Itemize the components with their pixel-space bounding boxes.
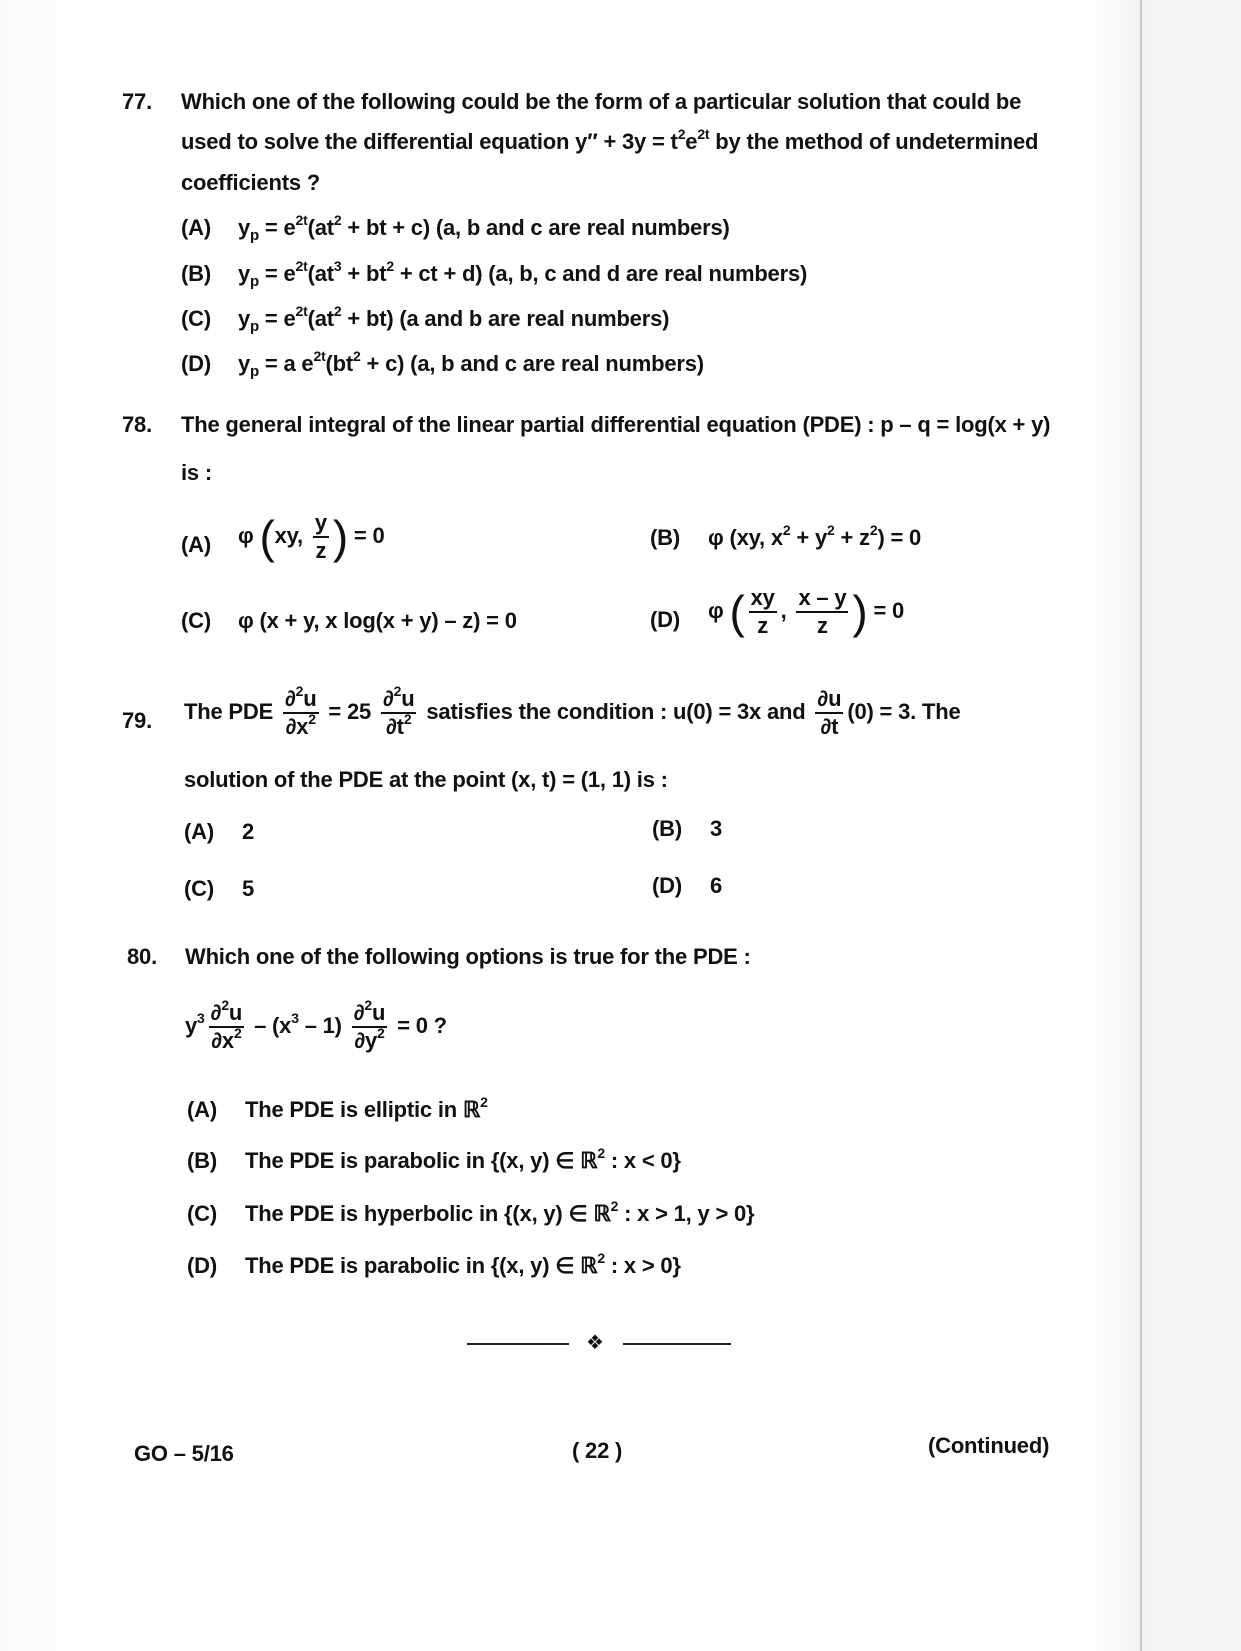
separator-diamond-icon: ❖ [586, 1332, 604, 1354]
q80-option-a: The PDE is elliptic in ℝ$^2$ [245, 1094, 488, 1122]
q77-option-a: $y_p = e^{2t}(at^2$ + bt + c) (a, b and c are real numbers) [238, 212, 730, 244]
q77-line1: Which one of the following could be the form of a particular solution that could be [181, 89, 1022, 114]
q78-line1: The general integral of the linear partial differential equation (PDE) : p – q = log(x + y) [181, 412, 1051, 437]
q78-option-a-label: (A) [181, 532, 211, 557]
q77-option-b-label: (B) [181, 261, 211, 286]
q79-option-d: 6 [710, 873, 723, 898]
q78-option-b-label: (B) [650, 525, 680, 550]
q79-option-a-label: (A) [184, 819, 214, 844]
q79-option-c-label: (C) [184, 876, 214, 901]
q77-line2: used to solve the differential equation $y'' + 3y = t^2e^{2t}$ by the method of undetermined [181, 126, 1039, 154]
separator-line-right [623, 1343, 731, 1345]
q80-option-d: The PDE is parabolic in {(x, y) ∈ ℝ$^2$ : x > 0} [245, 1250, 681, 1278]
q77-option-c-label: (C) [181, 306, 211, 331]
page-edge [1140, 0, 1142, 1651]
q80-option-b: The PDE is parabolic in {(x, y) ∈ ℝ$^2$ : x < 0} [245, 1145, 681, 1173]
q80-line1: Which one of the following options is true for the PDE : [185, 944, 751, 969]
q78-option-b: φ (xy, $x^2 + y^2 + z^2) = 0$ [708, 522, 922, 550]
q78-option-d: φ ( $\frac{xy}{z}$ , $\frac{x - y}{z}$ ) = 0 [708, 585, 905, 638]
q79-option-b-label: (B) [652, 816, 682, 841]
q79-option-d-label: (D) [652, 873, 682, 898]
q78-option-a: φ (xy, $\frac{y}{z}$ ) = 0 [238, 510, 385, 563]
q79-option-a: 2 [242, 819, 255, 844]
page-edge-shadow [1152, 0, 1241, 1651]
q80-option-a-label: (A) [187, 1097, 217, 1122]
q79-number: 79. [122, 708, 152, 733]
q77-option-d-label: (D) [181, 351, 211, 376]
q78-option-c-label: (C) [181, 608, 211, 633]
separator-line-left [467, 1343, 569, 1345]
q79-line2: solution of the PDE at the point (x, t) = (1, 1) is : [184, 767, 668, 792]
q80-option-b-label: (B) [187, 1148, 217, 1173]
footer-continued: (Continued) [928, 1433, 1050, 1458]
q77-line3: coefficients ? [181, 170, 321, 195]
q78-line2: is : [181, 460, 212, 485]
footer-code: GO – 5/16 [134, 1441, 234, 1466]
q79-line1: The PDE $\frac{\partial^2u}{\partial x^2}$ = 25 $\frac{\partial^2u}{\partial t^2}$ satisfies the condition : u(0) = 3x and $\frac{\partial u}{\partial t}$ (0) = 3. The [184, 683, 961, 739]
q77-option-d: $y_p = a$ $e^{2t}(bt^2 + c)$ (a, b and c are real numbers) [238, 348, 704, 380]
q79-option-c: 5 [242, 876, 255, 901]
q78-number: 78. [122, 412, 152, 437]
footer-page-number: ( 22 ) [572, 1438, 623, 1463]
q80-equation: $y^3$ $\frac{\partial^2u}{\partial x^2}$ – $(x^3 - 1)$ $\frac{\partial^2u}{\partial y^2}$ = 0 ? [185, 997, 447, 1053]
q80-option-c-label: (C) [187, 1201, 217, 1226]
q77-option-a-label: (A) [181, 215, 211, 240]
q80-option-d-label: (D) [187, 1253, 217, 1278]
q77-option-b: $y_p = e^{2t}(at^3 + bt^2$ + ct + d) (a, b, c and d are real numbers) [238, 258, 808, 290]
q77-option-c: $y_p = e^{2t}(at^2 + bt)$ (a and b are real numbers) [238, 303, 670, 335]
q78-option-d-label: (D) [650, 607, 680, 632]
q78-option-c: φ (x + y, x log(x + y) – z) = 0 [238, 608, 517, 633]
q77-number: 77. [122, 89, 152, 114]
q79-option-b: 3 [710, 816, 723, 841]
q80-number: 80. [127, 944, 157, 969]
q80-option-c: The PDE is hyperbolic in {(x, y) ∈ ℝ$^2$ : x > 1, y > 0} [245, 1198, 755, 1226]
